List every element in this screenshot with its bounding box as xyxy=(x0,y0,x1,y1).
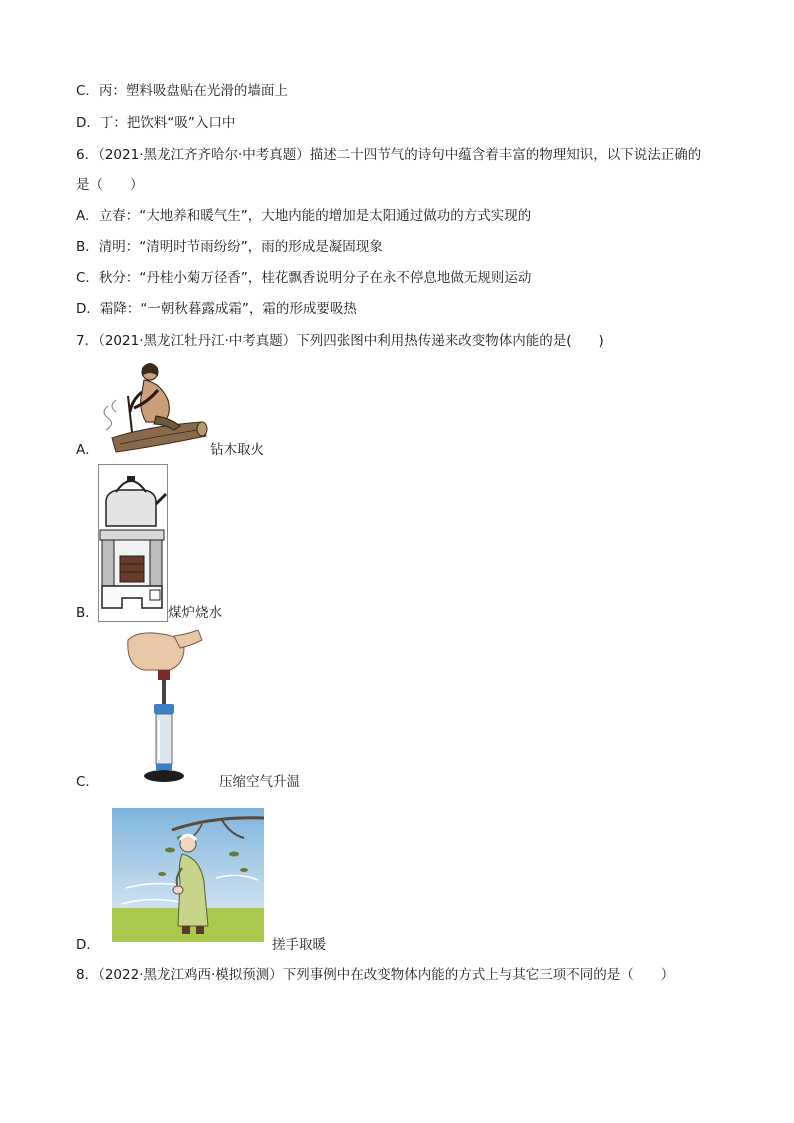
rubbing-hands-figure xyxy=(112,808,264,942)
option-a-caption: 钻木取火 xyxy=(210,442,264,458)
q6-option-d: D．霜降：“一朝秋暮露成霜”，霜的形成要吸热 xyxy=(76,301,357,317)
q6-option-c: C．秋分：“丹桂小菊万径香”，桂花飘香说明分子在永不停息地做无规则运动 xyxy=(76,270,532,286)
option-b-caption: 煤炉烧水 xyxy=(168,605,222,621)
air-compression-figure xyxy=(118,630,214,786)
piston-rod xyxy=(158,670,170,704)
option-d-caption: 搓手取暖 xyxy=(272,937,326,953)
drilling-wood-figure xyxy=(98,356,210,456)
q6-option-a: A．立春：“大地养和暖气生”，大地内能的增加是太阳通过做功的方式实现的 xyxy=(76,208,532,224)
glass-cylinder xyxy=(154,704,174,770)
fire-drill-stick xyxy=(128,396,132,432)
caveman-illustration xyxy=(130,363,180,430)
option-c-letter: C． xyxy=(76,774,99,790)
option-d-letter: D． xyxy=(76,937,100,953)
q6-option-b: B．清明：“清明时节雨纷纷”，雨的形成是凝固现象 xyxy=(76,239,383,255)
log-illustration xyxy=(112,422,207,452)
kettle-illustration xyxy=(106,476,166,526)
option-a-letter: A． xyxy=(76,442,99,458)
fist-illustration xyxy=(128,630,202,670)
q6-stem-line-1: 6．（2021·黑龙江齐齐哈尔·中考真题）描述二十四节气的诗句中蕴含着丰富的物理知识，以下说法正确的 xyxy=(76,147,702,163)
cylinder-base xyxy=(144,770,184,782)
q5-option-c: C．丙：塑料吸盘贴在光滑的墙面上 xyxy=(76,83,288,99)
option-b-letter: B． xyxy=(76,605,99,621)
stove-illustration xyxy=(100,530,164,608)
q8-stem: 8．（2022·黑龙江鸡西·模拟预测）下列事例中在改变物体内能的方式上与其它三项不同的是（ ） xyxy=(76,967,675,983)
coal-stove-figure xyxy=(98,464,168,622)
q6-stem-line-2: 是（ ） xyxy=(76,177,144,193)
smoke-illustration xyxy=(104,400,116,430)
q7-stem: 7．（2021·黑龙江牡丹江·中考真题）下列四张图中利用热传递来改变物体内能的是( ) xyxy=(76,333,604,349)
option-c-caption: 压缩空气升温 xyxy=(219,774,300,790)
q5-option-d: D．丁：把饮料“吸”入口中 xyxy=(76,115,236,131)
